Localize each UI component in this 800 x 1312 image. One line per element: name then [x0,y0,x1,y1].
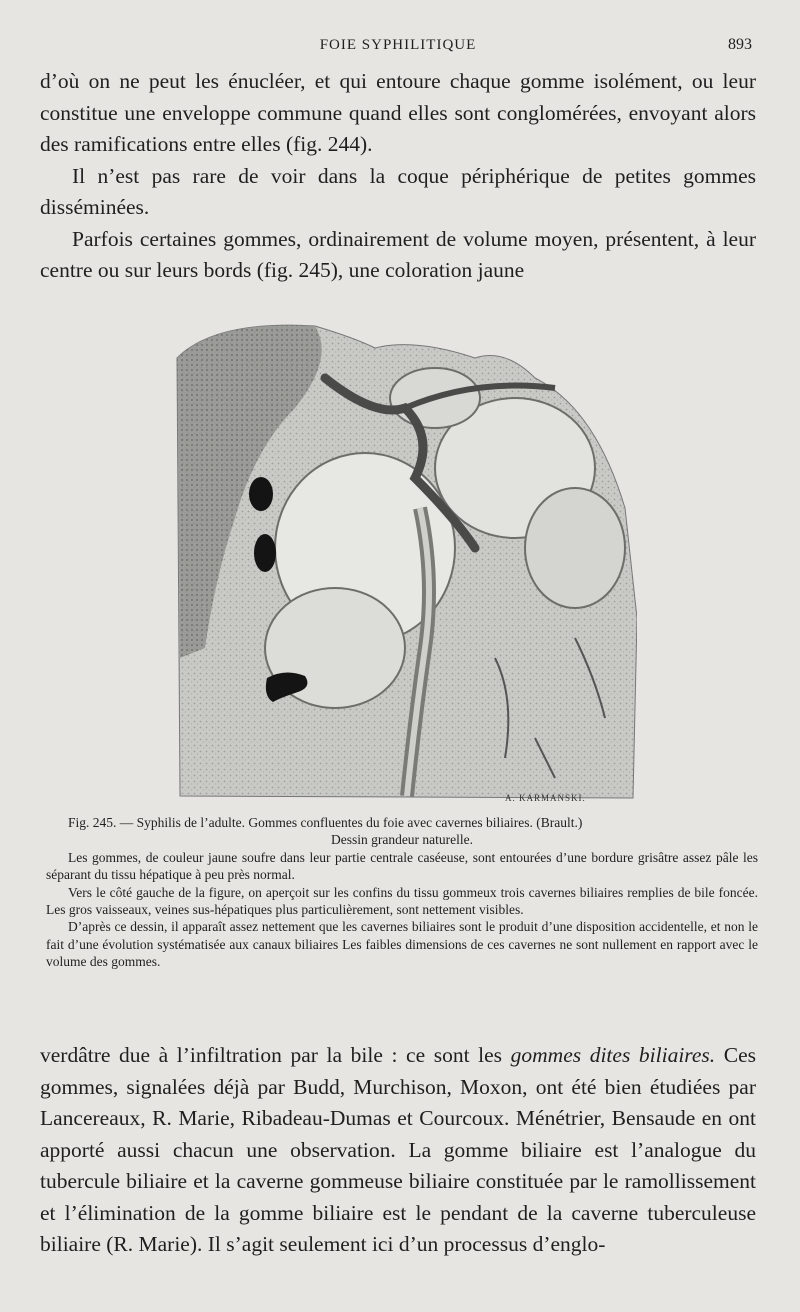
paragraph [40,1040,756,1261]
illustrator-signature: A. KARMANSKI. [505,793,586,803]
paragraph: Il n’est pas rare de voir dans la coque périphérique de petites gommes disséminées. [40,163,756,219]
caption-paragraph: D’après ce dessin, il apparaît assez nettement que les cavernes biliaires sont le produit d’une disposition accidentelle, et non le fait d’une évolution systématisée aux canaux biliaires Les faibles dimensions de ces cavernes ne sont nullement en rapport avec le volume des gommes. [46,919,758,970]
running-head: FOIE SYPHILITIQUE [319,37,477,53]
bottom-text-block [40,1040,756,1261]
paragraph: d’où on ne peut les énucléer, et qui entoure chaque gomme isolément, ou leur constitue une enveloppe commune quand elles sont conglomérées, envoyant alors des ramifications entre elles (fig. 244). [40,69,756,156]
top-text-block [40,66,756,287]
paragraph: Parfois certaines gommes, ordinairement de volume moyen, présentent, à leur centre ou sur leurs bords (fig. 245), une coloration jaune [40,226,756,282]
text-run: verdâtre due à l’infiltration par la bile : ce sont les [40,1043,511,1067]
caption-paragraph: Les gommes, de couleur jaune soufre dans leur partie centrale caséeuse, sont entourées d’une bordure grisâtre assez pâle les séparant du tissu hépatique à peu près normal. [46,849,758,883]
page-header [40,34,756,60]
italic-term: gommes dites biliaires. [510,1043,716,1067]
figure-245-illustration [175,318,637,800]
bile-cavern [249,477,273,511]
bile-cavern [254,534,276,572]
gumma [525,488,625,608]
text-run: Ces gommes, signalées déjà par Budd, Murchison, Moxon, ont été bien étudiées par Lancereaux, R. Marie, Ribadeau-Dumas et Courcoux. Ménétrier, Bensaude en ont apporté aussi chacun une observation. La gomme biliaire est l’analogue du tubercule biliaire et la caverne gommeuse biliaire constituée par le ramollissement et l’élimination de la gomme biliaire est le pendant de la caverne tuberculeuse biliaire (R. Marie). Il s’agit seulement ici d’un processus d’englo- [40,1043,757,1256]
caption-paragraph: Vers le côté gauche de la figure, on aperçoit sur les confins du tissu gommeux trois cavernes biliaires remplies de bile foncée. Les gros vaisseaux, veines sus-hépatiques plus particulièrement, sont nettement visibles. [46,884,758,918]
figure-caption [46,814,758,971]
liver-section-drawing [175,318,637,800]
page-number: 893 [728,36,752,53]
caption-subtitle: Dessin grandeur naturelle. [330,832,474,848]
caption-title: Fig. 245. — Syphilis de l’adulte. Gommes confluentes du foie avec cavernes biliaires. (Brault.) [68,815,583,830]
